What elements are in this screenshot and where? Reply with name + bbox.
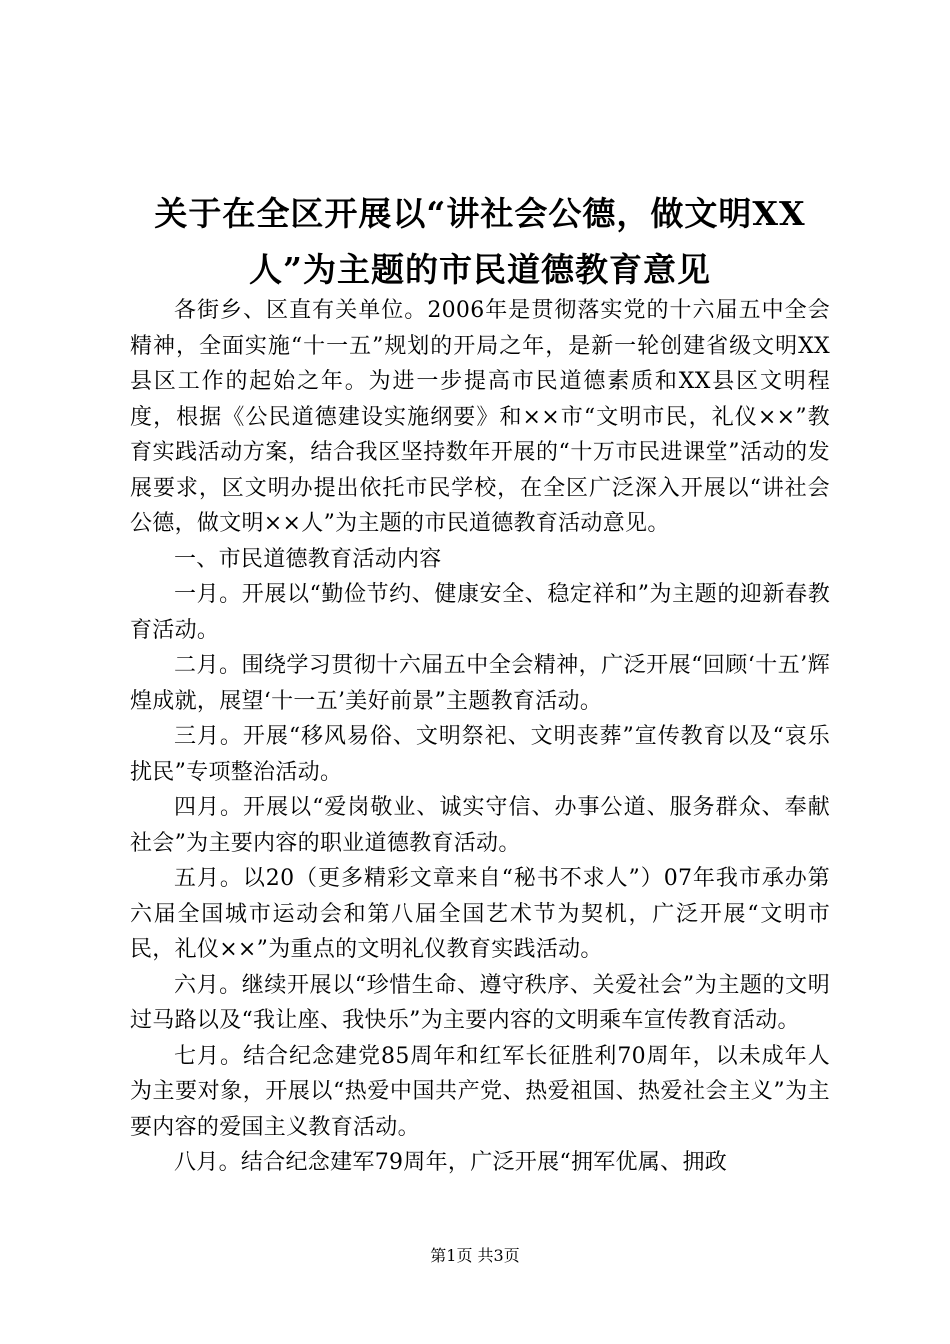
paragraph-may: 五月。以20（更多精彩文章来自“秘书不求人”）07年我市承办第六届全国城市运动会和第八届全国艺术节为契机，广泛开展“文明市民，礼仪××”为重点的文明礼仪教育实践活动。 <box>130 866 830 962</box>
page-footer: 第1页 共3页 <box>430 1246 520 1265</box>
section-heading: 一、市民道德教育活动内容 <box>174 546 442 572</box>
paragraph-june: 六月。继续开展以“珍惜生命、遵守秩序、关爱社会”为主题的文明过马路以及“我让座、我快乐”为主要内容的文明乘车宣传教育活动。 <box>130 972 830 1033</box>
document-title: 关于在全区开展以“讲社会公德，做文明XX人”为主题的市民道德教育意见 <box>154 194 806 289</box>
paragraph-august: 八月。结合纪念建军79周年，广泛开展“拥军优属、拥政 <box>174 1150 728 1175</box>
document-body <box>130 293 830 1181</box>
paragraph-july: 七月。结合纪念建党85周年和红军长征胜利70周年，以未成年人为主要对象，开展以“热爱中国共产党、热爱祖国、热爱社会主义”为主要内容的爱国主义教育活动。 <box>130 1043 830 1140</box>
paragraph-march: 三月。开展“移风易俗、文明祭祀、文明丧葬”宣传教育以及“哀乐扰民”专项整治活动。 <box>130 724 830 785</box>
paragraph-january: 一月。开展以“勤俭节约、健康安全、稳定祥和”为主题的迎新春教育活动。 <box>130 582 830 643</box>
paragraph-february: 二月。围绕学习贯彻十六届五中全会精神，广泛开展“回顾‘十五’辉煌成就，展望‘十一五’美好前景”主题教育活动。 <box>130 653 830 714</box>
paragraph-intro: 各街乡、区直有关单位。2006年是贯彻落实党的十六届五中全会精神，全面实施“十一五”规划的开局之年，是新一轮创建省级文明XX县区工作的起始之年。为进一步提高市民道德素质和XX县区文明程度，根据《公民道德建设实施纲要》和××市“文明市民，礼仪××”教育实践活动方案，结合我区坚持数年开展的“十万市民进课堂”活动的发展要求，区文明办提出依托市民学校，在全区广泛深入开展以“讲社会公德，做文明××人”为主题的市民道德教育活动意见。 <box>130 298 830 536</box>
paragraph-april: 四月。开展以“爱岗敬业、诚实守信、办事公道、服务群众、奉献社会”为主要内容的职业道德教育活动。 <box>130 795 830 856</box>
